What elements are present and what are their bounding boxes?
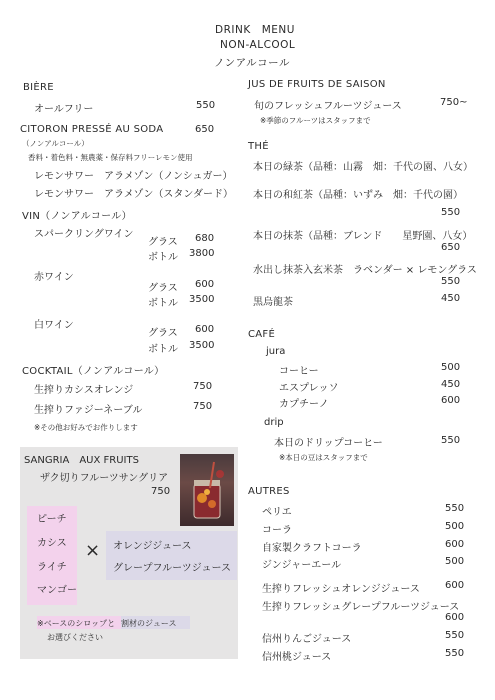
item-price: 500 [445,521,465,532]
item-price: 600 [445,539,465,550]
size-label: グラス [148,283,178,294]
menu-item: 信州桃ジュース [262,652,332,663]
syrup-option: マンゴー [37,585,77,596]
item-price: 650 [441,242,461,253]
subsection-title: drip [264,417,284,428]
item-price: 600 [445,580,465,591]
section-title-autres: AUTRES [248,486,290,497]
syrup-option: ピーチ [37,514,67,525]
item-price: 3500 [189,340,215,351]
menu-item: ザク切りフルーツサングリア [40,473,169,484]
item-price: 750 [193,381,213,392]
size-label: ボトル [148,298,178,309]
sangria-title: SANGRIA AUX FRUITS [24,455,139,466]
section-title-biere: BIÈRE [23,82,54,93]
item-price: 550 [441,435,461,446]
section-title-cafe: CAFÉ [248,329,276,340]
item-price: 550 [445,630,465,641]
menu-item: 白ワイン [34,320,74,331]
menu-item: 本日の抹茶（品種：ブレンド 星野園、八女） [253,231,473,242]
section-subtitle: （ノンアルコール） [22,139,89,148]
item-price: 750 [151,486,171,497]
size-label: グラス [148,328,178,339]
item-price: 450 [441,379,461,390]
menu-subtitle: NON-ALCOOL [220,39,296,51]
item-price: 550 [196,100,216,111]
menu-item: 旬のフレッシュフルーツジュース [254,101,402,112]
section-note: 香料・着色料・無農薬・保存料フリーレモン使用 [28,153,193,162]
item-price: 750 [193,401,213,412]
menu-item: エスプレッソ [279,383,339,394]
sangria-note: お選びください [47,633,103,642]
item-price: 500 [445,556,465,567]
menu-item: スパークリングワイン [34,229,134,240]
item-price: 3500 [189,294,215,305]
item-price: 750~ [440,97,468,108]
menu-item: 本日の和紅茶（品種：いずみ 畑：千代の園） [253,190,463,201]
item-price: 550 [441,276,461,287]
menu-item: 生搾りフレッシュグレープフルーツジュース [262,602,460,613]
section-title-cocktail: COCKTAIL（ノンアルコール） [22,366,165,377]
item-price: 600 [195,279,215,290]
sangria-note: 割材のジュース [121,619,177,628]
section-title-citron: CITORON PRESSÉ AU SODA [20,124,164,135]
section-title-vin: VIN（ノンアルコール） [22,211,132,222]
juice-option: オレンジジュース [113,541,192,552]
menu-item: 本日の緑茶（品種：山霧 畑：千代の園、八女） [253,162,473,173]
item-price: 500 [441,362,461,373]
menu-item: 信州りんごジュース [262,634,352,645]
menu-item: コーラ [262,525,292,536]
menu-item: 水出し抹茶入玄米茶 ラベンダー × レモングラス [253,265,477,276]
size-label: ボトル [148,344,178,355]
item-price: 550 [445,503,465,514]
menu-item: 黒烏龍茶 [253,297,293,308]
size-label: グラス [148,237,178,248]
menu-item: 赤ワイン [34,272,74,283]
menu-item: コーヒー [279,366,319,377]
menu-item: ジンジャーエール [262,560,342,571]
item-price: 600 [441,395,461,406]
subsection-title: jura [266,346,286,357]
item-price: 650 [195,124,215,135]
item-price: 3800 [189,248,215,259]
item-price: 680 [195,233,215,244]
sangria-glass-icon [180,454,234,526]
section-title-the: THÉ [248,141,269,152]
item-price: 550 [445,648,465,659]
menu-item: ペリエ [262,507,292,518]
menu-item: 自家製クラフトコーラ [262,543,362,554]
menu-item: 生搾りカシスオレンジ [34,385,134,396]
juice-option: グレープフルーツジュース [113,563,231,574]
menu-title: DRINK MENU [215,24,295,36]
sangria-note: ※ベースのシロップと [37,619,116,628]
section-note: ※季節のフルーツはスタッフまで [260,116,371,125]
size-label: ボトル [148,252,178,263]
menu-item: オールフリー [34,104,94,115]
menu-item: レモンサワー アラメゾン（スタンダード） [34,189,233,200]
sangria-photo [180,454,234,526]
menu-item: 生搾りファジーネーブル [34,405,143,416]
item-price: 600 [445,612,465,623]
item-price: 450 [441,293,461,304]
menu-subtitle-jp: ノンアルコール [214,57,290,69]
item-price: 550 [441,207,461,218]
section-note: ※本日の豆はスタッフまで [279,453,368,462]
syrup-option: カシス [37,538,67,549]
item-price: 600 [195,324,215,335]
syrup-option: ライチ [37,562,67,573]
times-icon: × [85,540,101,561]
menu-item: レモンサワー アラメゾン（ノンシュガー） [34,171,233,182]
section-note: ※その他お好みでお作りします [34,423,138,432]
menu-item: カプチーノ [279,399,329,410]
menu-item: 生搾りフレッシュオレンジジュース [262,584,420,595]
section-title-jus: JUS DE FRUITS DE SAISON [248,79,386,90]
menu-item: 本日のドリップコーヒー [274,438,383,449]
